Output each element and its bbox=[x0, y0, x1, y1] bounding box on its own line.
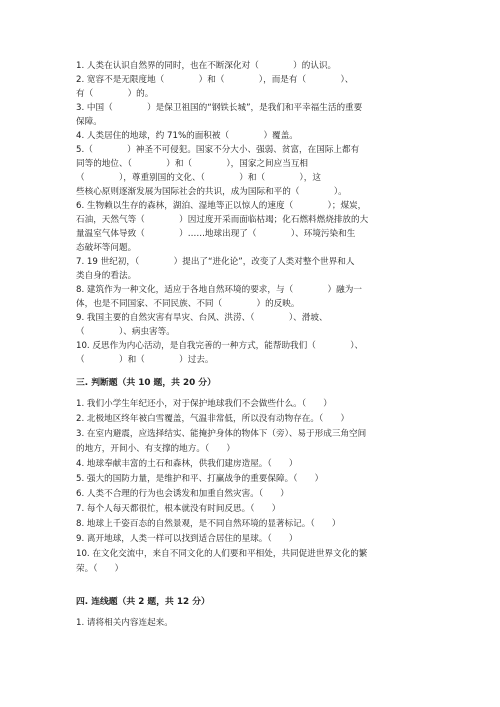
judge-line: 6. 人类不合理的行为也会诱发和加重自然灾害。（ ） bbox=[76, 489, 289, 499]
fill-blank-line: （ ）、病虫害等。 bbox=[76, 327, 175, 337]
judge-line: 荣。（ ） bbox=[76, 564, 124, 574]
fill-blank-line: 石油，天然气等（ ）因过度开采而面临枯竭；化石燃料燃烧排放的大 bbox=[76, 215, 369, 225]
fill-blank-line: 有（ ）的。 bbox=[76, 89, 154, 99]
fill-blank-line: 5.（ ）神圣不可侵犯。国家不分大小、强弱、贫富，在国际上都有 bbox=[76, 145, 360, 155]
fill-blank-line: 9. 我国主要的自然灾害有旱灾、台风、洪涝、（ ）、滑坡、 bbox=[76, 313, 328, 323]
fill-blank-line: 体，也是不同国家、不同民族、不同（ ）的反映。 bbox=[76, 299, 300, 309]
fill-blank-line: 些核心原则逐渐发展为国际社会的共识，成为国际和平的（ ）。 bbox=[76, 187, 347, 197]
fill-blank-line: 6. 生物赖以生存的森林，湖泊、湿地等正以惊人的速度（ ）；煤炭， bbox=[76, 201, 367, 211]
judge-line: 的地方，开间小、有支撑的地方。（ ） bbox=[76, 444, 235, 454]
judge-line: 3. 在室内避震，应选择结实、能掩护身体的物体下（旁）、易于形成三角空间 bbox=[76, 429, 367, 439]
fill-blank-line: 同等的地位、（ ）和（ ），国家之间应当互相 bbox=[76, 159, 309, 169]
judge-line: 2. 北极地区终年被白雪覆盖，气温非常低，所以没有动物存在。（ ） bbox=[76, 414, 350, 424]
section-title-judge: 三. 判断题（共 10 题，共 20 分） bbox=[76, 378, 216, 388]
fill-blank-line: 类自身的看法。 bbox=[76, 271, 137, 281]
judge-line: 10. 在文化交流中，来自不同文化的人们要和平相处，共同促进世界文化的繁 bbox=[76, 549, 368, 559]
judge-line: 7. 每个人每天都很忙，根本就没有时间反思。（ ） bbox=[76, 504, 281, 514]
judge-line: 8. 地球上千姿百态的自然景观，是不同自然环境的显著标记。（ ） bbox=[76, 519, 341, 529]
fill-blank-line: 8. 建筑作为一种文化，适应于各地自然环境的要求，与（ ）融为一 bbox=[76, 285, 362, 295]
judge-line: 1. 我们小学生年纪还小，对于保护地球我们不会做些什么。（ ） bbox=[76, 399, 332, 409]
fill-blank-line: 7. 19 世纪初，（ ）提出了“进化论”，改变了人类对整个世界和人 bbox=[76, 257, 355, 267]
matching-line: 1. 请将相关内容连起来。 bbox=[76, 618, 173, 628]
judge-line: 5. 强大的国防力量，是维护和平、打赢战争的重要保障。（ ） bbox=[76, 474, 324, 484]
fill-blank-line: 3. 中国（ ）是保卫祖国的“钢铁长城”，是我们和平幸福生活的重要 bbox=[76, 103, 363, 113]
fill-blank-line: （ ），尊重别国的文化、（ ）和（ ），这 bbox=[76, 173, 321, 183]
fill-blank-line: （ ）和（ ）过去。 bbox=[76, 355, 214, 365]
fill-blank-line: 1. 人类在认识自然界的同时，也在不断深化对（ ）的认识。 bbox=[76, 61, 337, 71]
fill-blank-line: 4. 人类居住的地球，约 71%的面积被（ ）覆盖。 bbox=[76, 131, 298, 141]
fill-blank-line: 态破坏等问题。 bbox=[76, 243, 137, 253]
fill-blank-line: 2. 宽容不是无限度地（ ）和（ ），而是有（ ）、 bbox=[76, 75, 354, 85]
fill-blank-line: 量温室气体导致（ ）……地球出现了（ ）、环境污染和生 bbox=[76, 229, 356, 239]
judge-line: 9. 离开地球，人类一样可以找到适合居住的星球。（ ） bbox=[76, 534, 298, 544]
section-title-matching: 四. 连线题（共 2 题，共 12 分） bbox=[76, 597, 210, 607]
fill-blank-line: 10. 反思作为内心活动，是自我完善的一种方式，能帮助我们（ ）、 bbox=[76, 341, 364, 351]
fill-blank-line: 保障。 bbox=[76, 117, 102, 127]
judge-line: 4. 地球奉献丰富的土石和森林，供我们建房造屋。（ ） bbox=[76, 459, 298, 469]
